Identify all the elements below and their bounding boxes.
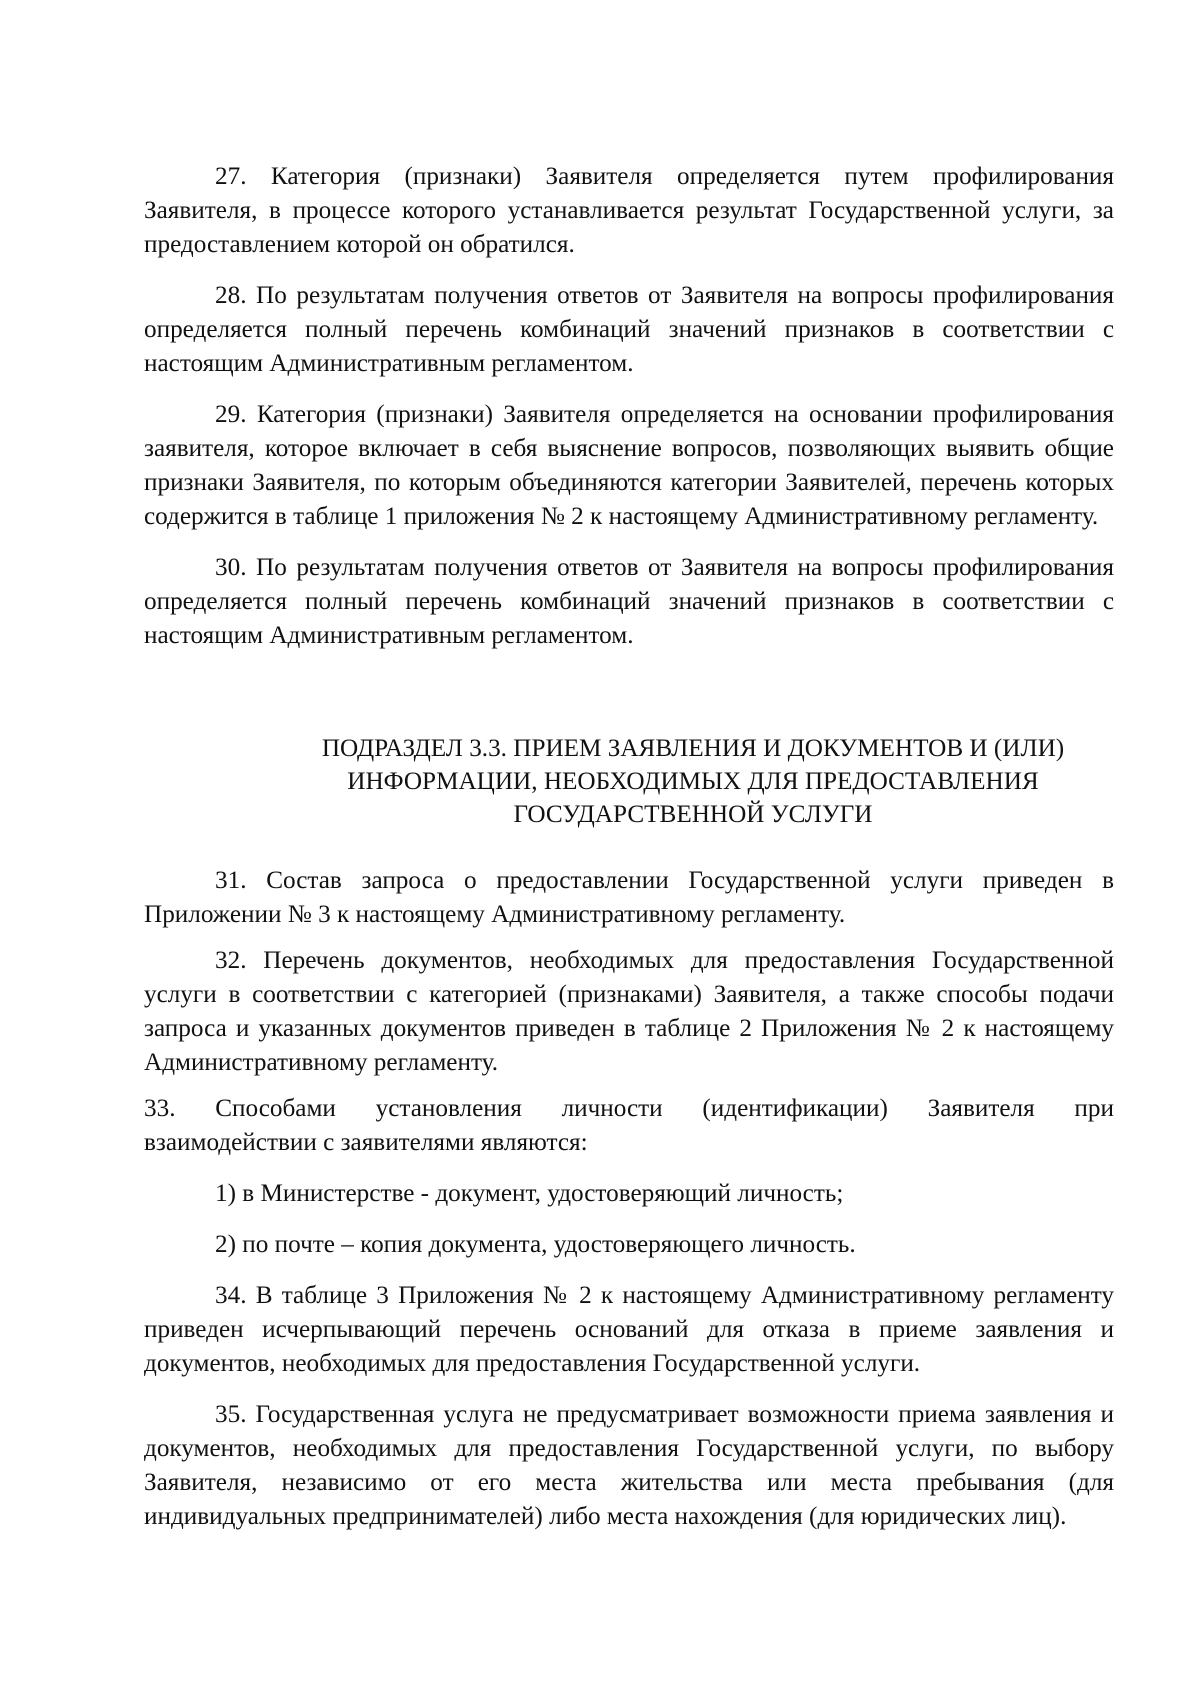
paragraph-30: 30. По результатам получения ответов от Заявителя на вопросы профилирования определяется полный перечень комбинаций значений признаков в соответствии с настоящим Административным регламентом.: [144, 554, 1114, 649]
list-item-2: 2) по почте – копия документа, удостоверяющего личность.: [215, 1231, 856, 1258]
paragraph-28: 28. По результатам получения ответов от Заявителя на вопросы профилирования определяется полный перечень комбинаций значений признаков в соответствии с настоящим Административным регламентом.: [144, 282, 1114, 377]
paragraph-34: 34. В таблице 3 Приложения № 2 к настоящему Административному регламенту приведен исчерпывающий перечень оснований для отказа в приеме заявления и документов, необходимых для предоставления Государственной услуги.: [144, 1282, 1114, 1377]
document-page: [144, 160, 1114, 1534]
subsection-heading-line-3: ГОСУДАРСТВЕННОЙ УСЛУГИ: [513, 801, 873, 828]
subsection-heading-line-2: ИНФОРМАЦИИ, НЕОБХОДИМЫХ ДЛЯ ПРЕДОСТАВЛЕНИЯ: [347, 768, 1039, 795]
paragraph-35: 35. Государственная услуга не предусматривает возможности приема заявления и документов, необходимых для предоставления Государственной услуги, по выбору Заявителя, независимо от его места жительства или места пребывания (для индивидуальных предпринимателей) либо места нахождения (для юридических лиц).: [144, 1401, 1114, 1530]
paragraph-31: 31. Состав запроса о предоставлении Государственной услуги приведен в Приложении № 3 к настоящему Административному регламенту.: [144, 867, 1114, 928]
paragraph-33-line-1: 33. Способами установления личности (идентификации) Заявителя при: [144, 1095, 1114, 1122]
paragraph-33: [144, 1092, 1114, 1160]
paragraph-32: 32. Перечень документов, необходимых для предоставления Государственной услуги в соответствии с категорией (признаками) Заявителя, а также способы подачи запроса и указанных документов приведен в таблице 2 Приложения № 2 к настоящему Административному регламенту.: [144, 947, 1114, 1076]
subsection-heading-line-1: ПОДРАЗДЕЛ 3.3. ПРИЕМ ЗАЯВЛЕНИЯ И ДОКУМЕНТОВ И (ИЛИ): [321, 735, 1065, 762]
paragraph-27: 27. Категория (признаки) Заявителя определяется путем профилирования Заявителя, в процессе которого устанавливается результат Государственной услуги, за предоставлением которой он обратился.: [144, 163, 1114, 258]
list-item-1: 1) в Министерстве - документ, удостоверяющий личность;: [215, 1180, 844, 1207]
paragraph-29: 29. Категория (признаки) Заявителя определяется на основании профилирования заявителя, которое включает в себя выяснение вопросов, позволяющих выявить общие признаки Заявителя, по которым объединяются категории Заявителей, перечень которых содержится в таблице 1 приложения № 2 к настоящему Административному регламенту.: [144, 401, 1114, 530]
paragraph-33-line-2: взаимодействии с заявителями являются:: [144, 1129, 588, 1156]
subsection-heading: [144, 732, 1114, 831]
